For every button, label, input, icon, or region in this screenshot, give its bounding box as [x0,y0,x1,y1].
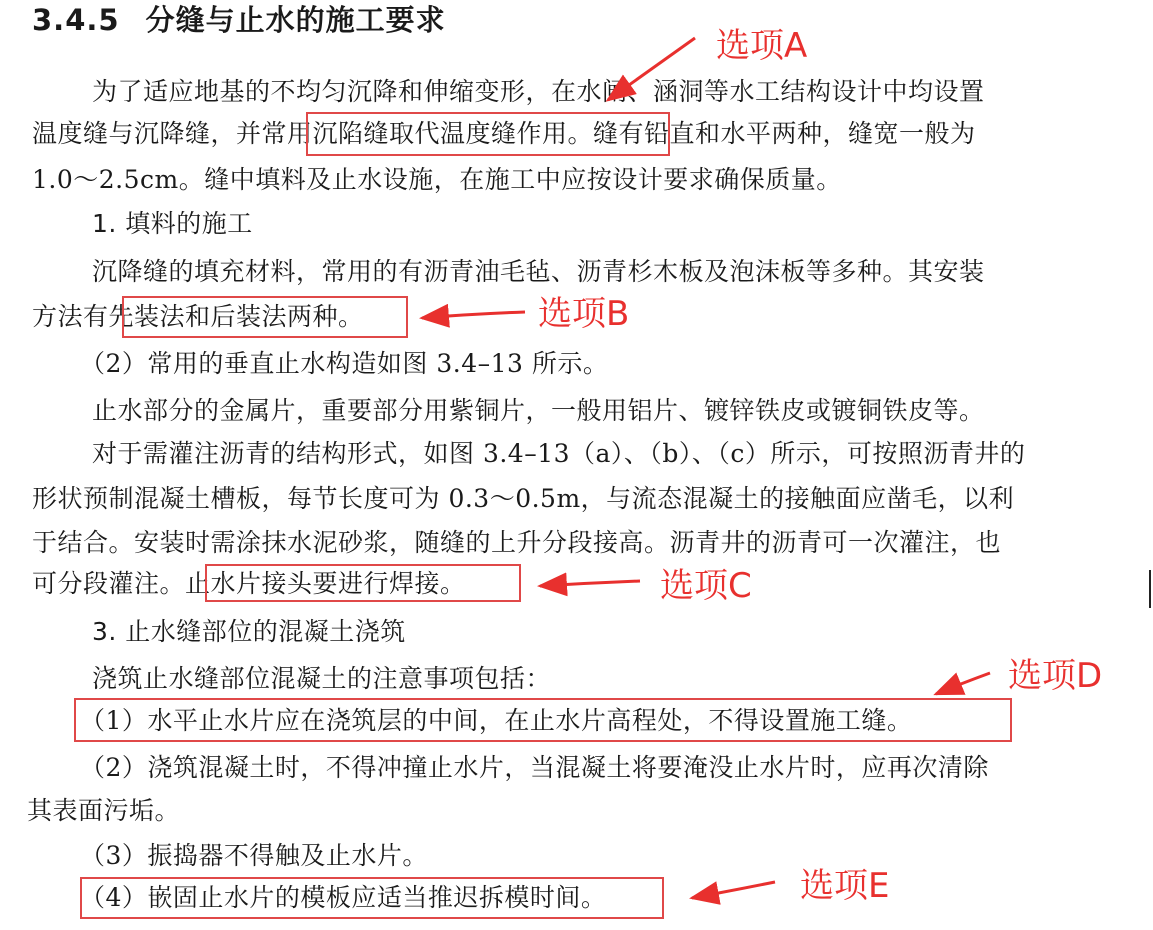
para5-line3: 于结合。安装时需涂抹水泥砂浆，随缝的上升分段接高。沥青井的沥青可一次灌注，也 [32,528,1002,557]
option-c-label: 选项C [660,566,752,606]
arrow-to-d [936,673,990,694]
para5-line2: 形状预制混凝土槽板，每节长度可为 0.3～0.5m，与流态混凝土的接触面应凿毛，以利 [32,484,1015,513]
para2-line1: 沉降缝的填充材料，常用的有沥青油毛毡、沥青杉木板及泡沫板等多种。其安装 [92,257,985,286]
item3: （3）振捣器不得触及止水片。 [80,841,428,870]
option-a-label: 选项A [716,26,808,66]
para1-line2-end: 。缝有铅直和水平两种，缝宽一般为 [567,119,976,148]
arrow-to-c [540,581,640,586]
para1-line3: 1.0～2.5cm。缝中填料及止水设施，在施工中应按设计要求确保质量。 [32,165,842,194]
subheading-fill-construction: 1. 填料的施工 [92,209,253,238]
item2-line1: （2）浇筑混凝土时，不得冲撞止水片，当混凝土将要淹没止水片时，应再次清除 [80,753,989,782]
para6: 浇筑止水缝部位混凝土的注意事项包括： [92,664,552,693]
para5-line4-start: 可分段灌注。 [32,569,186,598]
subheading-concrete-pouring: 3. 止水缝部位的混凝土浇筑 [92,617,406,646]
option-a-highlight-text: 常用沉陷缝取代温度缝作用 [261,119,568,148]
arrow-to-b [422,312,525,318]
item1: （1）水平止水片应在浇筑层的中间，在止水片高程处，不得设置施工缝。 [80,706,913,735]
arrow-to-e [692,882,775,898]
option-c-highlight-text: 止水片接头要进行焊接。 [185,569,466,598]
para5-line1: 对于需灌注沥青的结构形式，如图 3.4–13（a）、（b）、（c）所示，可按照沥青井的 [92,439,1026,468]
item2-line2: 其表面污垢。 [27,796,181,825]
text-cursor [1149,570,1151,608]
option-e-label: 选项E [800,866,890,906]
item4: （4）嵌固止水片的模板应适当推迟拆模时间。 [80,883,607,912]
option-b-highlight-text: 先装法和后装法两种。 [108,302,364,331]
section-number: 3.4.5 [32,3,120,37]
para4: 止水部分的金属片，重要部分用紫铜片，一般用铝片、镀锌铁皮或镀铜铁皮等。 [92,396,985,425]
para2-line2-start: 方法有 [32,302,109,331]
para1-line2-start: 温度缝与沉降缝，并 [32,119,262,148]
option-b-label: 选项B [538,294,630,334]
option-d-label: 选项D [1008,656,1103,696]
para3: （2）常用的垂直止水构造如图 3.4–13 所示。 [80,349,609,378]
arrow-to-a [608,38,695,100]
section-title: 分缝与止水的施工要求 [145,3,446,37]
para1-line1: 为了适应地基的不均匀沉降和伸缩变形，在水闸、涵洞等水工结构设计中均设置 [92,77,985,106]
